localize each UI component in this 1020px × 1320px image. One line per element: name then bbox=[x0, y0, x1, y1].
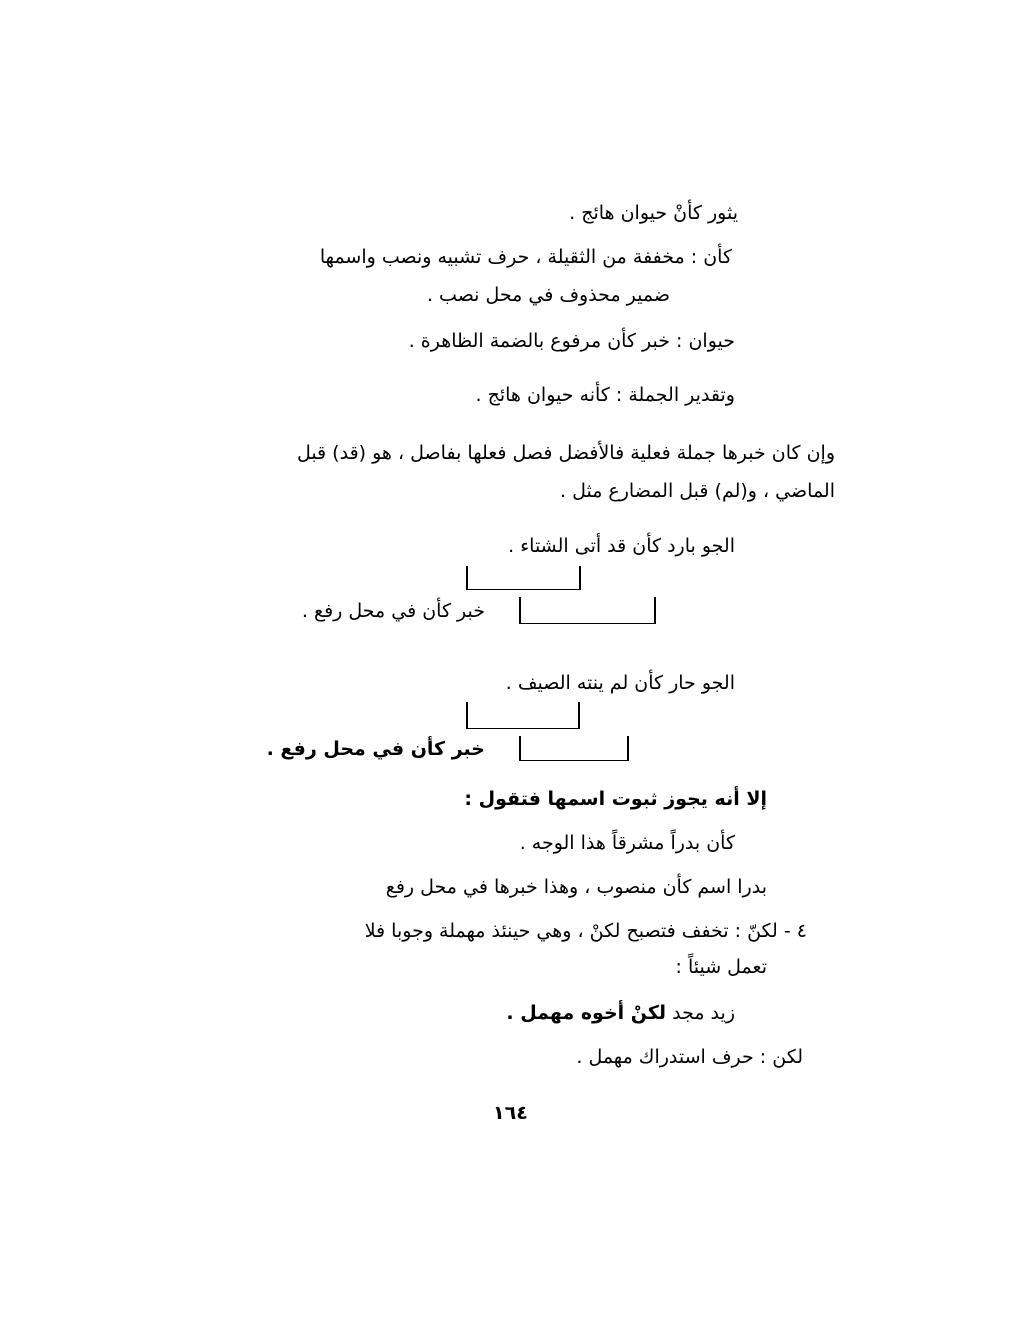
bracket-predicate-3a bbox=[466, 702, 580, 729]
exception-analysis: بدرا اسم كأن منصوب ، وهذا خبرها في محل رفع bbox=[385, 876, 767, 898]
analysis-kaan-line-2: ضمير محذوف في محل نصب . bbox=[426, 284, 670, 306]
lakin-rule-line-2: تعمل شيئاً : bbox=[675, 956, 767, 978]
lakin-example bbox=[506, 1000, 735, 1026]
lakin-example-plain: زيد مجد bbox=[666, 1002, 735, 1024]
exception-example: كأن بدراً مشرقاً هذا الوجه . bbox=[519, 832, 735, 854]
example-sentence-2: الجو بارد كأن قد أتى الشتاء . bbox=[508, 535, 735, 557]
annotation-3: خبر كأن في محل رفع . bbox=[266, 738, 485, 760]
lakin-example-bold: لكنْ أخوه مهمل . bbox=[506, 1002, 667, 1024]
exception-intro: إلا أنه يجوز ثبوت اسمها فتقول : bbox=[464, 788, 767, 810]
bracket-predicate-3b bbox=[519, 736, 629, 761]
lakin-rule-line-1: ٤ - لكنّ : تخفف فتصبح لكنْ ، وهي حينئذ مهملة وجوبا فلا bbox=[364, 920, 807, 942]
example-sentence-3: الجو حار كأن لم ينته الصيف . bbox=[505, 672, 735, 694]
rule-verbal-line-2: الماضي ، و(لم) قبل المضارع مثل . bbox=[560, 480, 835, 502]
sentence-estimate: وتقدير الجملة : كأنه حيوان هائج . bbox=[475, 384, 735, 406]
rule-verbal-line-1: وإن كان خبرها جملة فعلية فالأفضل فصل فعلها بفاصل ، هو (قد) قبل bbox=[296, 442, 835, 464]
annotation-2: خبر كأن في محل رفع . bbox=[301, 600, 485, 622]
bracket-predicate-2b bbox=[519, 597, 656, 624]
analysis-hayawan: حيوان : خبر كأن مرفوع بالضمة الظاهرة . bbox=[408, 330, 735, 352]
lakin-analysis: لكن : حرف استدراك مهمل . bbox=[576, 1046, 803, 1068]
bracket-predicate-2a bbox=[466, 566, 581, 590]
example-sentence-1: يثور كأنْ حيوان هائج . bbox=[569, 202, 738, 224]
analysis-kaan-line-1: كأن : مخففة من الثقيلة ، حرف تشبيه ونصب واسمها bbox=[319, 246, 732, 268]
page-number: ١٦٤ bbox=[493, 1102, 528, 1124]
